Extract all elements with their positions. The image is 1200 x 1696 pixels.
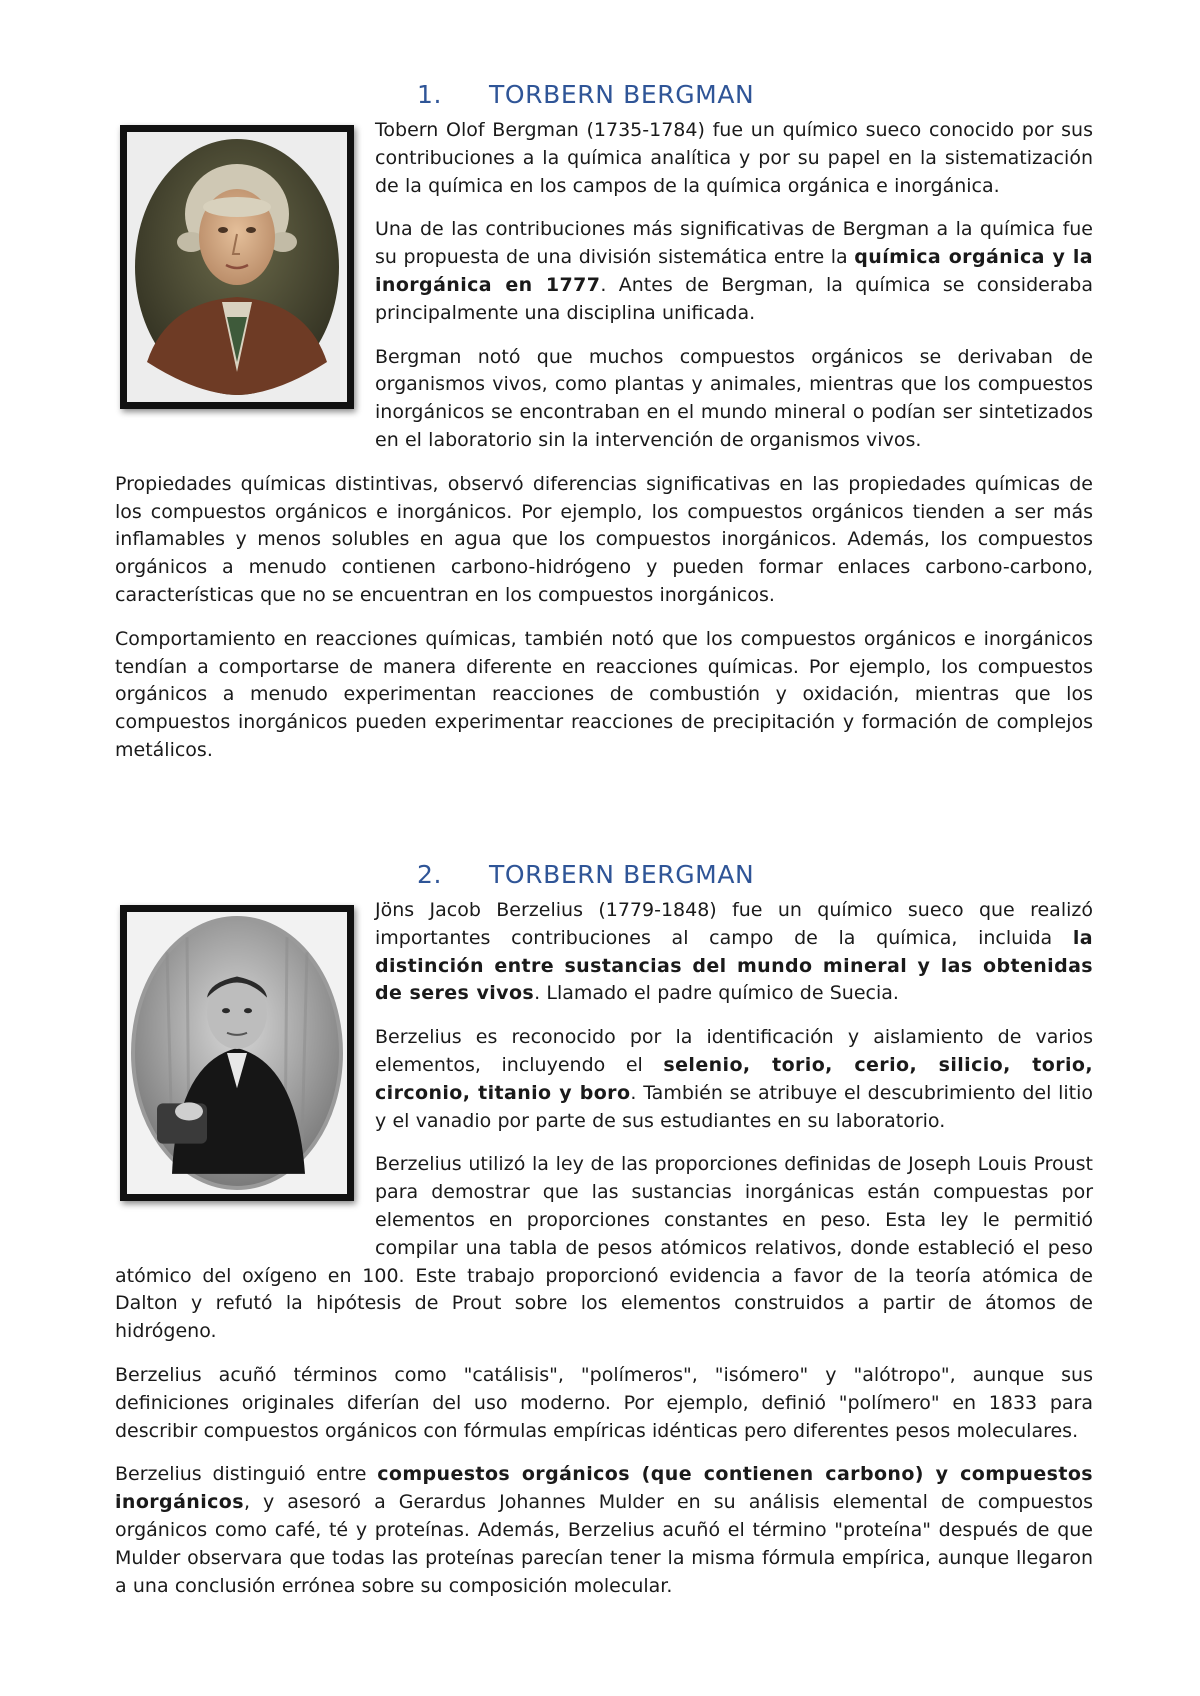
text-run: . Antes de Bergman, la química se consideraba principalmente una disciplina unificada.: [375, 273, 1093, 324]
heading-title: TORBERN BERGMAN: [489, 860, 755, 889]
section-body: [115, 117, 1093, 781]
text-run: . También se atribuye el descubrimiento del litio y el vanadio por parte de sus estudiantes en su laboratorio.: [375, 1081, 1094, 1132]
paragraph: Propiedades químicas distintivas, observó diferencias significativas en las propiedades químicas de los compuestos orgánicos e inorgánicos. Por ejemplo, los compuestos orgánicos tienden a ser más inflamables y menos solubles en agua que los compuestos inorgánicos. Además, los compuestos orgánicos a menudo contienen carbono-hidrógeno y pueden formar enlaces carbono-carbono, características que no se encuentran en los compuestos inorgánicos.: [115, 472, 1093, 606]
bold-text: selenio, torio, cerio, silicio, torio, circonio, titanio y boro: [375, 1053, 1093, 1104]
paragraph: Berzelius utilizó la ley de las proporciones definidas de Joseph Louis Proust para demostrar que las sustancias inorgánicas están compuestas por elementos en proporciones constantes en peso. Esta ley le permitió compilar una tabla de pesos atómicos relativos, donde estableció el peso atómico del oxígeno en 100. Este trabajo proporcionó evidencia a favor de la teoría atómica de Dalton y refutó la hipótesis de Prout sobre los elementos construidos a partir de átomos de hidrógeno.: [115, 1153, 1093, 1343]
paragraph: Comportamiento en reacciones químicas, también notó que los compuestos orgánicos e inorgánicos tendían a comportarse de manera diferente en reacciones químicas. Por ejemplo, los compuestos orgánicos a menudo experimentan reacciones de combustión y oxidación, mientras que los compuestos inorgánicos pueden experimentar reacciones de precipitación y formación de complejos metálicos.: [115, 627, 1093, 761]
paragraph: [115, 1461, 1093, 1600]
text-run: . Llamado el padre químico de Suecia.: [534, 982, 899, 1005]
bold-text: la distinción entre sustancias del mundo mineral y las obtenidas de seres vivos: [375, 926, 1093, 1005]
section-heading: [417, 80, 754, 109]
heading-title: TORBERN BERGMAN: [489, 80, 755, 109]
text-run: , y asesoró a Gerardus Johannes Mulder en su análisis elemental de compuestos orgánicos como café, té y proteínas. Además, Berzelius acuñó el término "proteína" después de que Mulder observara que todas las proteínas parecían tener la misma fórmula empírica, aunque llegaron a una conclusión errónea sobre su composición molecular.: [115, 1491, 1093, 1597]
text-run: Berzelius es reconocido por la identificación y aislamiento de varios elementos, incluyendo el: [375, 1026, 1093, 1076]
paragraph: Berzelius acuñó términos como "catálisis", "polímeros", "isómero" y "alótropo", aunque sus definiciones originales diferían del uso moderno. Por ejemplo, definió "polímero" en 1833 para describir compuestos orgánicos con fórmulas empíricas idénticas pero diferentes pesos moleculares.: [115, 1363, 1093, 1442]
heading-number: 2.: [417, 860, 443, 889]
image-wrap-spacer: [95, 117, 375, 457]
paragraph: Bergman notó que muchos compuestos orgánicos se derivaban de organismos vivos, como plantas y animales, mientras que los compuestos inorgánicos se encontraban en el mundo mineral o podían ser sintetizados en el laboratorio sin la intervención de organismos vivos.: [375, 345, 1093, 451]
section-heading: [417, 860, 754, 889]
bold-text: química orgánica y la inorgánica en 1777: [375, 246, 1093, 296]
image-wrap-spacer: [95, 897, 375, 1237]
text-run: Berzelius distinguió entre: [115, 1463, 378, 1486]
bold-text: compuestos orgánicos (que contienen carbono) y compuestos inorgánicos: [115, 1463, 1093, 1514]
heading-number: 1.: [417, 80, 443, 109]
section-body: [115, 897, 1093, 1616]
text-run: Una de las contribuciones más significativas de Bergman a la química fue su propuesta de una división sistemática entre la: [375, 218, 1093, 269]
text-run: Jöns Jacob Berzelius (1779-1848) fue un químico sueco que realizó importantes contribuciones al campo de la química, incluida: [375, 899, 1093, 949]
paragraph: Tobern Olof Bergman (1735-1784) fue un químico sueco conocido por sus contribuciones a la química analítica y por su papel en la sistematización de la química en los campos de la química orgánica e inorgánica.: [375, 119, 1093, 197]
